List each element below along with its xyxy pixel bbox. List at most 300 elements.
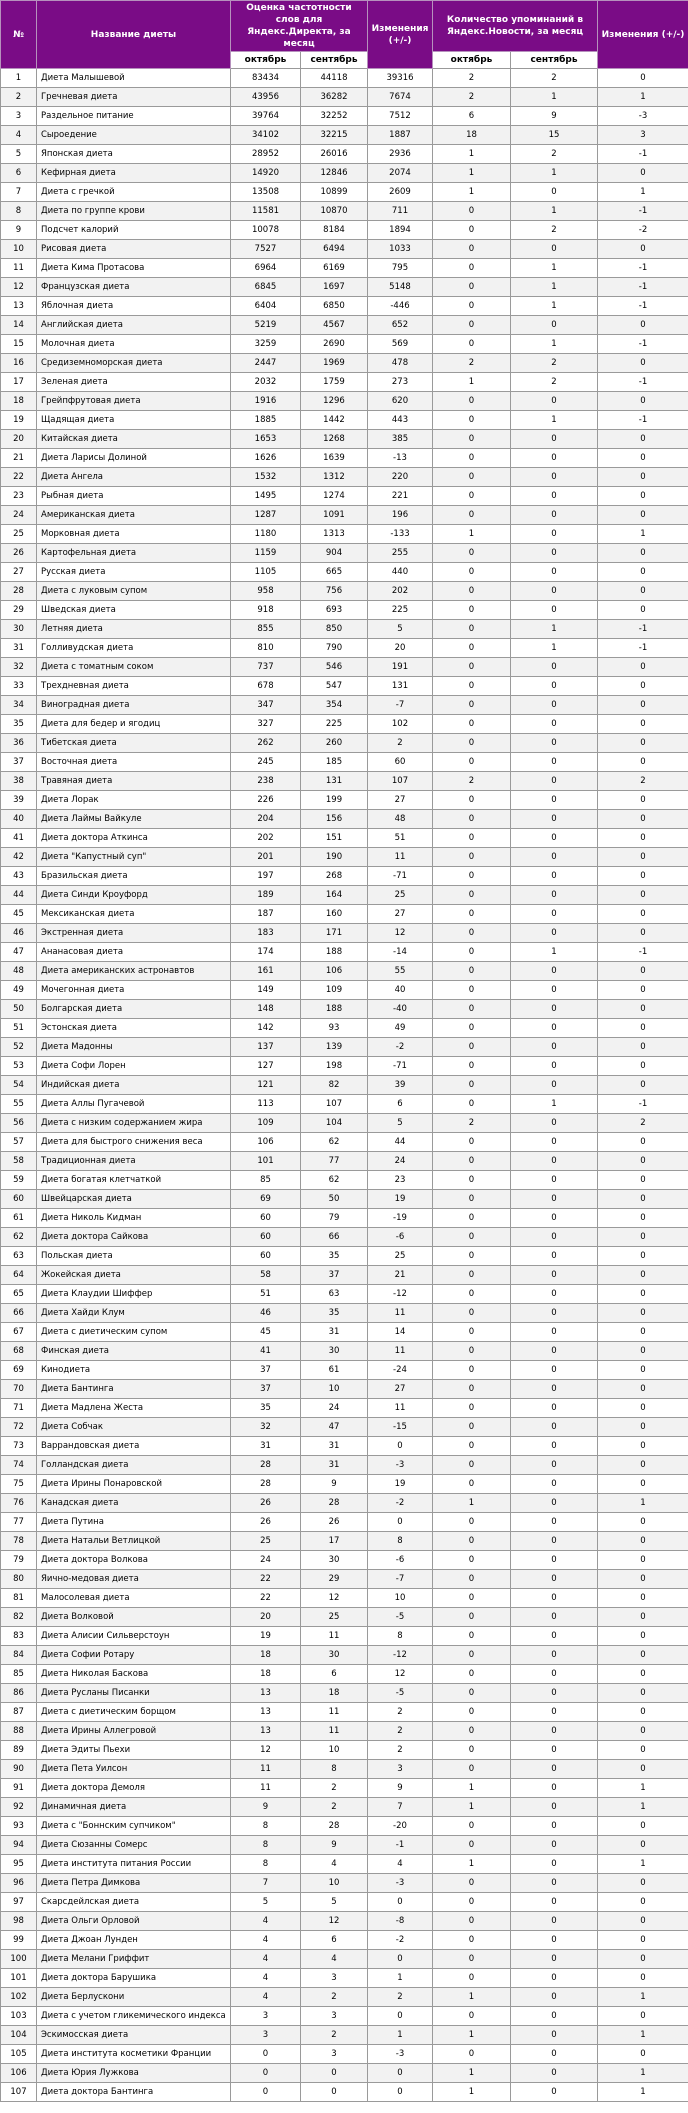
cell-news-september: 0 (511, 487, 598, 506)
cell-news-october: 0 (433, 1874, 511, 1893)
cell-news-september: 0 (511, 2064, 598, 2083)
cell-direct-change: -20 (368, 1817, 433, 1836)
cell-direct-october: 39764 (231, 107, 301, 126)
cell-direct-september: 61 (301, 1361, 368, 1380)
cell-diet-name: Диета Бантинга (37, 1380, 231, 1399)
table-row (1, 1969, 688, 1988)
cell-number: 70 (1, 1380, 37, 1399)
cell-direct-october: 238 (231, 772, 301, 791)
cell-news-september: 0 (511, 2045, 598, 2064)
cell-number: 83 (1, 1627, 37, 1646)
cell-direct-september: 104 (301, 1114, 368, 1133)
cell-diet-name: Диета доктора Аткинса (37, 829, 231, 848)
cell-diet-name: Рыбная диета (37, 487, 231, 506)
cell-news-october: 0 (433, 1589, 511, 1608)
table-row (1, 1741, 688, 1760)
cell-direct-september: 1969 (301, 354, 368, 373)
cell-direct-october: 32 (231, 1418, 301, 1437)
cell-number: 84 (1, 1646, 37, 1665)
cell-direct-october: 26 (231, 1494, 301, 1513)
table-row (1, 848, 688, 867)
cell-news-change: 0 (598, 1551, 688, 1570)
cell-number: 16 (1, 354, 37, 373)
cell-news-october: 0 (433, 240, 511, 259)
cell-number: 11 (1, 259, 37, 278)
cell-diet-name: Яично-медовая диета (37, 1570, 231, 1589)
cell-diet-name: Диета Алисии Сильверстоун (37, 1627, 231, 1646)
cell-direct-change: 196 (368, 506, 433, 525)
cell-diet-name: Варрандовская диета (37, 1437, 231, 1456)
cell-direct-september: 30 (301, 1646, 368, 1665)
table-row (1, 924, 688, 943)
cell-news-october: 0 (433, 677, 511, 696)
cell-direct-change: 11 (368, 1304, 433, 1323)
cell-news-change: 0 (598, 1209, 688, 1228)
cell-news-change: 0 (598, 1912, 688, 1931)
cell-direct-change: 19 (368, 1475, 433, 1494)
cell-diet-name: Диета американских астронавтов (37, 962, 231, 981)
cell-number: 71 (1, 1399, 37, 1418)
cell-direct-october: 3 (231, 2007, 301, 2026)
cell-direct-september: 11 (301, 1722, 368, 1741)
cell-direct-october: 22 (231, 1570, 301, 1589)
cell-diet-name: Диета Ирины Аллегровой (37, 1722, 231, 1741)
cell-number: 36 (1, 734, 37, 753)
cell-direct-october: 28 (231, 1475, 301, 1494)
cell-diet-name: Шведская диета (37, 601, 231, 620)
cell-news-october: 0 (433, 981, 511, 1000)
cell-diet-name: Диета Софии Ротару (37, 1646, 231, 1665)
cell-direct-october: 678 (231, 677, 301, 696)
cell-number: 6 (1, 164, 37, 183)
cell-news-september: 0 (511, 1912, 598, 1931)
cell-news-september: 0 (511, 1152, 598, 1171)
cell-news-change: 0 (598, 1817, 688, 1836)
cell-direct-change: 25 (368, 886, 433, 905)
cell-diet-name: Диета Лорак (37, 791, 231, 810)
cell-diet-name: Раздельное питание (37, 107, 231, 126)
cell-news-september: 1 (511, 943, 598, 962)
cell-direct-change: 60 (368, 753, 433, 772)
cell-news-october: 0 (433, 449, 511, 468)
cell-news-change: 0 (598, 810, 688, 829)
cell-direct-change: 8 (368, 1627, 433, 1646)
table-row (1, 1380, 688, 1399)
cell-news-september: 1 (511, 1095, 598, 1114)
cell-news-october: 0 (433, 1038, 511, 1057)
cell-news-september: 0 (511, 525, 598, 544)
cell-direct-october: 14920 (231, 164, 301, 183)
cell-direct-september: 693 (301, 601, 368, 620)
cell-diet-name: Французская диета (37, 278, 231, 297)
cell-direct-september: 199 (301, 791, 368, 810)
cell-news-october: 0 (433, 962, 511, 981)
cell-diet-name: Гречневая диета (37, 88, 231, 107)
cell-direct-october: 4 (231, 1931, 301, 1950)
cell-number: 37 (1, 753, 37, 772)
cell-diet-name: Рисовая диета (37, 240, 231, 259)
table-row (1, 335, 688, 354)
cell-direct-october: 161 (231, 962, 301, 981)
cell-direct-october: 13508 (231, 183, 301, 202)
cell-news-change: -1 (598, 373, 688, 392)
table-row (1, 601, 688, 620)
cell-news-september: 0 (511, 1323, 598, 1342)
cell-news-september: 0 (511, 1646, 598, 1665)
cell-news-september: 0 (511, 1969, 598, 1988)
cell-news-october: 0 (433, 734, 511, 753)
table-row (1, 1057, 688, 1076)
cell-number: 53 (1, 1057, 37, 1076)
cell-number: 18 (1, 392, 37, 411)
cell-diet-name: Ананасовая диета (37, 943, 231, 962)
cell-direct-change: -3 (368, 1456, 433, 1475)
table-row (1, 259, 688, 278)
cell-news-september: 0 (511, 1817, 598, 1836)
cell-news-change: 0 (598, 1361, 688, 1380)
cell-direct-september: 37 (301, 1266, 368, 1285)
cell-news-october: 0 (433, 1836, 511, 1855)
cell-news-change: 1 (598, 1494, 688, 1513)
cell-number: 56 (1, 1114, 37, 1133)
cell-direct-change: 6 (368, 1095, 433, 1114)
cell-diet-name: Грейпфрутовая диета (37, 392, 231, 411)
cell-direct-september: 2 (301, 1779, 368, 1798)
table-row (1, 1722, 688, 1741)
cell-direct-september: 1697 (301, 278, 368, 297)
cell-number: 62 (1, 1228, 37, 1247)
cell-diet-name: Диета Ольги Орловой (37, 1912, 231, 1931)
cell-news-september: 0 (511, 829, 598, 848)
cell-news-september: 0 (511, 1000, 598, 1019)
cell-direct-october: 11 (231, 1760, 301, 1779)
table-row (1, 1551, 688, 1570)
cell-news-september: 9 (511, 107, 598, 126)
cell-news-september: 0 (511, 1380, 598, 1399)
cell-direct-change: 11 (368, 1399, 433, 1418)
cell-news-change: 0 (598, 829, 688, 848)
cell-direct-change: 55 (368, 962, 433, 981)
cell-news-september: 1 (511, 259, 598, 278)
table-row (1, 1342, 688, 1361)
cell-number: 95 (1, 1855, 37, 1874)
cell-direct-september: 6 (301, 1665, 368, 1684)
header-diet-name: Название диеты (37, 1, 231, 69)
cell-direct-september: 0 (301, 2083, 368, 2102)
cell-direct-october: 24 (231, 1551, 301, 1570)
cell-direct-september: 10870 (301, 202, 368, 221)
table-row (1, 1247, 688, 1266)
cell-news-october: 0 (433, 1570, 511, 1589)
cell-news-october: 0 (433, 1418, 511, 1437)
cell-news-september: 0 (511, 1304, 598, 1323)
cell-direct-october: 1885 (231, 411, 301, 430)
cell-direct-september: 3 (301, 2045, 368, 2064)
table-row (1, 886, 688, 905)
cell-number: 40 (1, 810, 37, 829)
cell-direct-change: 2074 (368, 164, 433, 183)
cell-direct-october: 6404 (231, 297, 301, 316)
cell-diet-name: Молочная диета (37, 335, 231, 354)
cell-direct-change: 39 (368, 1076, 433, 1095)
cell-direct-change: 2 (368, 1741, 433, 1760)
cell-direct-october: 1653 (231, 430, 301, 449)
table-row (1, 772, 688, 791)
cell-direct-september: 547 (301, 677, 368, 696)
table-row (1, 1437, 688, 1456)
cell-direct-september: 6850 (301, 297, 368, 316)
cell-diet-name: Диета с учетом гликемического индекса (37, 2007, 231, 2026)
cell-direct-september: 171 (301, 924, 368, 943)
cell-news-october: 0 (433, 601, 511, 620)
cell-news-october: 1 (433, 2026, 511, 2045)
cell-news-change: 0 (598, 544, 688, 563)
cell-news-change: -1 (598, 943, 688, 962)
cell-news-october: 0 (433, 316, 511, 335)
cell-news-october: 0 (433, 1190, 511, 1209)
cell-number: 98 (1, 1912, 37, 1931)
cell-news-october: 0 (433, 1893, 511, 1912)
table-row (1, 1494, 688, 1513)
cell-direct-change: 27 (368, 1380, 433, 1399)
header-number: № (1, 1, 37, 69)
cell-news-october: 0 (433, 1456, 511, 1475)
cell-news-september: 0 (511, 1570, 598, 1589)
cell-diet-name: Диета доктора Сайкова (37, 1228, 231, 1247)
cell-number: 64 (1, 1266, 37, 1285)
cell-news-october: 0 (433, 753, 511, 772)
cell-news-october: 0 (433, 1817, 511, 1836)
cell-diet-name: Мочегонная диета (37, 981, 231, 1000)
cell-news-october: 0 (433, 487, 511, 506)
cell-diet-name: Диета Мелани Гриффит (37, 1950, 231, 1969)
cell-direct-september: 6494 (301, 240, 368, 259)
cell-news-october: 0 (433, 829, 511, 848)
cell-news-october: 0 (433, 1228, 511, 1247)
cell-number: 38 (1, 772, 37, 791)
table-row (1, 1950, 688, 1969)
cell-diet-name: Диета Натальи Ветлицкой (37, 1532, 231, 1551)
cell-news-change: 1 (598, 2026, 688, 2045)
cell-direct-october: 7 (231, 1874, 301, 1893)
cell-news-september: 0 (511, 696, 598, 715)
cell-direct-october: 37 (231, 1361, 301, 1380)
cell-direct-change: 11 (368, 848, 433, 867)
cell-direct-september: 10 (301, 1380, 368, 1399)
cell-diet-name: Яблочная диета (37, 297, 231, 316)
header-news-september: сентябрь (511, 52, 598, 69)
cell-direct-change: 40 (368, 981, 433, 1000)
cell-direct-october: 12 (231, 1741, 301, 1760)
cell-direct-october: 262 (231, 734, 301, 753)
cell-news-october: 2 (433, 69, 511, 88)
table-row (1, 1779, 688, 1798)
cell-number: 28 (1, 582, 37, 601)
table-row (1, 240, 688, 259)
cell-diet-name: Канадская диета (37, 1494, 231, 1513)
cell-news-october: 0 (433, 1057, 511, 1076)
cell-news-change: 0 (598, 1608, 688, 1627)
cell-direct-september: 354 (301, 696, 368, 715)
cell-news-change: 0 (598, 1380, 688, 1399)
cell-direct-october: 1916 (231, 392, 301, 411)
cell-news-september: 0 (511, 2007, 598, 2026)
table-row (1, 487, 688, 506)
cell-diet-name: Диета с луковым супом (37, 582, 231, 601)
table-row (1, 88, 688, 107)
cell-direct-october: 11 (231, 1779, 301, 1798)
cell-news-september: 0 (511, 1437, 598, 1456)
cell-news-september: 0 (511, 506, 598, 525)
cell-number: 75 (1, 1475, 37, 1494)
cell-news-september: 0 (511, 677, 598, 696)
table-row (1, 107, 688, 126)
cell-diet-name: Швейцарская диета (37, 1190, 231, 1209)
cell-news-change: -1 (598, 335, 688, 354)
cell-news-october: 1 (433, 145, 511, 164)
cell-news-change: 0 (598, 1570, 688, 1589)
cell-direct-september: 151 (301, 829, 368, 848)
cell-diet-name: Диета Джоан Лунден (37, 1931, 231, 1950)
cell-direct-september: 0 (301, 2064, 368, 2083)
cell-news-october: 1 (433, 1779, 511, 1798)
cell-direct-october: 5 (231, 1893, 301, 1912)
cell-direct-september: 62 (301, 1133, 368, 1152)
cell-diet-name: Диета для быстрого снижения веса (37, 1133, 231, 1152)
cell-number: 94 (1, 1836, 37, 1855)
cell-number: 35 (1, 715, 37, 734)
cell-diet-name: Диета Хайди Клум (37, 1304, 231, 1323)
cell-direct-september: 28 (301, 1817, 368, 1836)
table-row (1, 1684, 688, 1703)
cell-news-october: 0 (433, 1551, 511, 1570)
cell-number: 22 (1, 468, 37, 487)
table-row (1, 145, 688, 164)
cell-direct-september: 3 (301, 1969, 368, 1988)
cell-diet-name: Динамичная диета (37, 1798, 231, 1817)
cell-news-september: 0 (511, 1209, 598, 1228)
cell-direct-october: 13 (231, 1722, 301, 1741)
cell-number: 106 (1, 2064, 37, 2083)
header-direct-october: октябрь (231, 52, 301, 69)
cell-news-october: 0 (433, 1342, 511, 1361)
cell-direct-september: 1639 (301, 449, 368, 468)
cell-direct-september: 1312 (301, 468, 368, 487)
cell-diet-name: Диета Русланы Писанки (37, 1684, 231, 1703)
cell-direct-change: 1887 (368, 126, 433, 145)
cell-news-september: 0 (511, 1589, 598, 1608)
cell-direct-change: 795 (368, 259, 433, 278)
cell-direct-october: 4 (231, 1969, 301, 1988)
table-row (1, 2045, 688, 2064)
cell-diet-name: Диета с томатным соком (37, 658, 231, 677)
cell-direct-change: -5 (368, 1608, 433, 1627)
cell-direct-september: 190 (301, 848, 368, 867)
cell-number: 82 (1, 1608, 37, 1627)
cell-news-october: 0 (433, 1741, 511, 1760)
cell-number: 99 (1, 1931, 37, 1950)
cell-diet-name: Диета Николая Баскова (37, 1665, 231, 1684)
cell-direct-october: 189 (231, 886, 301, 905)
cell-direct-october: 201 (231, 848, 301, 867)
table-row (1, 2007, 688, 2026)
cell-direct-september: 77 (301, 1152, 368, 1171)
cell-diet-name: Подсчет калорий (37, 221, 231, 240)
table-row (1, 1570, 688, 1589)
cell-direct-change: 1033 (368, 240, 433, 259)
cell-diet-name: Кефирная диета (37, 164, 231, 183)
cell-direct-september: 66 (301, 1228, 368, 1247)
cell-direct-october: 83434 (231, 69, 301, 88)
cell-diet-name: Щадящая диета (37, 411, 231, 430)
cell-direct-change: 48 (368, 810, 433, 829)
cell-news-change: 0 (598, 1627, 688, 1646)
cell-news-october: 0 (433, 1532, 511, 1551)
cell-diet-name: Сыроедение (37, 126, 231, 145)
table-row (1, 1133, 688, 1152)
cell-news-september: 0 (511, 1988, 598, 2007)
cell-direct-change: 131 (368, 677, 433, 696)
cell-diet-name: Мексиканская диета (37, 905, 231, 924)
cell-direct-october: 69 (231, 1190, 301, 1209)
cell-direct-september: 11 (301, 1703, 368, 1722)
cell-direct-october: 0 (231, 2083, 301, 2102)
cell-news-september: 0 (511, 981, 598, 1000)
header-direct-september: сентябрь (301, 52, 368, 69)
cell-news-october: 0 (433, 1722, 511, 1741)
cell-direct-change: 7512 (368, 107, 433, 126)
cell-direct-september: 2 (301, 2026, 368, 2045)
table-row (1, 753, 688, 772)
cell-news-change: 0 (598, 1190, 688, 1209)
cell-diet-name: Диета с диетическим борщом (37, 1703, 231, 1722)
table-row (1, 2064, 688, 2083)
cell-news-october: 2 (433, 772, 511, 791)
cell-direct-october: 3259 (231, 335, 301, 354)
table-row (1, 69, 688, 88)
cell-direct-october: 183 (231, 924, 301, 943)
cell-number: 32 (1, 658, 37, 677)
cell-direct-october: 46 (231, 1304, 301, 1323)
cell-direct-september: 131 (301, 772, 368, 791)
cell-news-change: 0 (598, 506, 688, 525)
cell-direct-change: 220 (368, 468, 433, 487)
cell-news-september: 0 (511, 1684, 598, 1703)
cell-direct-october: 3 (231, 2026, 301, 2045)
cell-news-october: 0 (433, 1247, 511, 1266)
cell-news-september: 1 (511, 88, 598, 107)
cell-news-september: 0 (511, 468, 598, 487)
cell-news-september: 0 (511, 1741, 598, 1760)
table-row (1, 1893, 688, 1912)
cell-direct-october: 8 (231, 1836, 301, 1855)
cell-news-october: 0 (433, 468, 511, 487)
cell-number: 76 (1, 1494, 37, 1513)
cell-direct-september: 24 (301, 1399, 368, 1418)
cell-news-october: 1 (433, 1988, 511, 2007)
table-row (1, 373, 688, 392)
cell-direct-september: 2 (301, 1988, 368, 2007)
cell-direct-change: 0 (368, 1437, 433, 1456)
table-row (1, 810, 688, 829)
cell-direct-october: 187 (231, 905, 301, 924)
cell-direct-change: -14 (368, 943, 433, 962)
cell-news-september: 0 (511, 240, 598, 259)
cell-diet-name: Диета доктора Волкова (37, 1551, 231, 1570)
cell-number: 51 (1, 1019, 37, 1038)
cell-direct-change: 221 (368, 487, 433, 506)
cell-news-change: 0 (598, 449, 688, 468)
